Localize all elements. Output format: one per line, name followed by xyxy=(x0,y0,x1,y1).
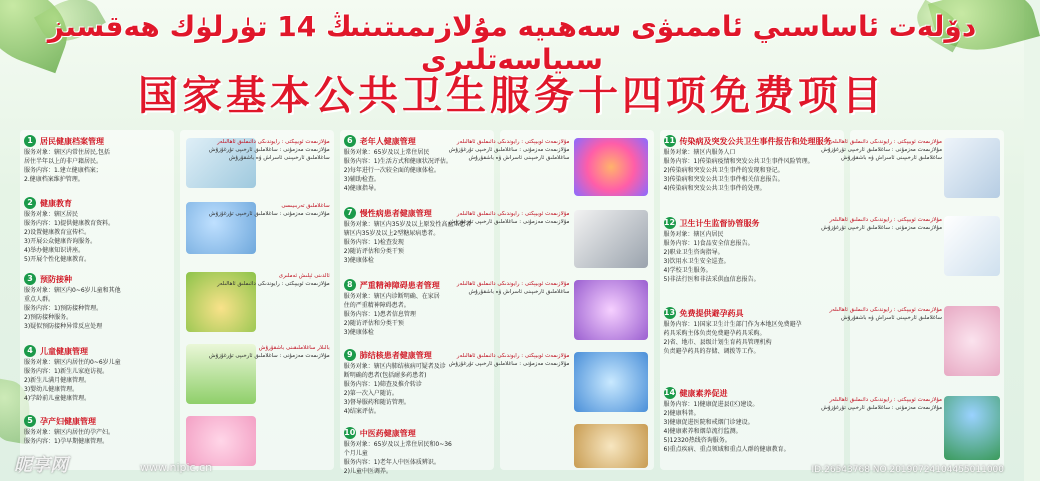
uyghur-note: مۇلازىمەت ئوبيېكتى : رايوندىكى دائىملىق ئاھالىلەر xyxy=(829,397,943,403)
section-10 xyxy=(344,426,490,476)
uyghur-note: مۇلازىمەت ئوبيېكتى : رايوندىكى دائىملىق ئاھالىلەر xyxy=(829,217,943,223)
section-line: 3)婴幼儿健康管理。 xyxy=(24,386,79,393)
section-line: 重点人群。 xyxy=(24,296,55,303)
section-line: 服务对象：辖区内常住居民,包括 xyxy=(24,149,110,156)
uyghur-note: مۇلازىمەت ئوبيېكتى : رايوندىكى دائىملىق ئاھالىلەر xyxy=(217,281,330,287)
section-2 xyxy=(24,196,170,264)
section-line: 服务对象：辖区内肺结核病可疑者及诊 xyxy=(343,363,446,370)
uyghur-notes-5 xyxy=(448,138,570,162)
section-line: 2)健康科普。 xyxy=(663,410,700,417)
uyghur-notes-4 xyxy=(208,344,330,360)
section-line: 2)新生儿满月健康管理。 xyxy=(24,377,91,384)
section-line: 5)非法行医和非法采供血信息报告。 xyxy=(663,276,760,283)
section-title: 中医药健康管理 xyxy=(359,428,416,438)
section-number: 6 xyxy=(344,135,356,147)
section-line: 3)健康促进医院和戒烟门诊建设。 xyxy=(663,419,754,426)
section-line: 负责避孕药具的存储、调拨等工作。 xyxy=(663,348,760,355)
uyghur-note: بالىلار ساغلاملىقىنى باشقۇرۇش xyxy=(258,345,330,351)
section-title: 健康教育 xyxy=(40,198,72,208)
section-line: 服务对象：辖区内服务人口 xyxy=(663,149,736,156)
section-line: 药具采购主体负责免费避孕药具采购。 xyxy=(663,330,766,337)
uyghur-notes-10 xyxy=(821,216,943,232)
content-columns xyxy=(20,130,1004,475)
uyghur-notes-1 xyxy=(208,138,330,162)
section-line: 2.健康档案维护管理。 xyxy=(24,176,84,183)
section-line: 3)开展公众健康咨询服务。 xyxy=(24,238,97,245)
section-number: 7 xyxy=(344,207,356,219)
brain-illustration xyxy=(574,280,648,340)
section-number: 1 xyxy=(24,135,36,147)
uyghur-note: مۇلازىمەت ئوبيېكتى : رايوندىكى دائىملىق ئاھالىلەر xyxy=(829,139,943,145)
uyghur-notes-9 xyxy=(821,138,943,162)
section-line: 2)传染病和突发公共卫生事件的发现和登记。 xyxy=(663,167,784,174)
section-line: 6)重点疾病、重点领域和重点人群的健康教育。 xyxy=(663,446,790,453)
uyghur-notes-7 xyxy=(456,280,570,296)
section-number: 3 xyxy=(24,273,36,285)
section-line: 2)预防接种服务。 xyxy=(24,314,73,321)
section-title: 居民健康档案管理 xyxy=(40,136,104,146)
section-line: 3)饮用水卫生安全巡查。 xyxy=(663,258,730,265)
uyghur-notes-3 xyxy=(217,272,330,288)
section-line: 3)辅助检查。 xyxy=(343,176,380,183)
section-line: 4)学校卫生服务。 xyxy=(663,267,712,274)
section-line: 服务内容：1)传染病疫情和突发公共卫生事件风险管理。 xyxy=(663,158,814,165)
section-line: 服务对象：65岁及以上常住居民 xyxy=(343,149,430,156)
family-umbrella-illustration xyxy=(944,396,1000,460)
uyghur-note: مۇلازىمەت مەزمۇنى : ساغلاملىق ئارخىپى تۇرغۇزۇش xyxy=(821,147,943,153)
uyghur-note: مۇلازىمەت مەزمۇنى : ساغلاملىق ئارخىپى تۇرغۇزۇش xyxy=(448,219,570,225)
section-line: 3)健康体检 xyxy=(343,257,374,264)
section-line: 服务内容：1)食品安全信息报告。 xyxy=(663,240,754,247)
section-line: 4)学龄前儿童健康管理。 xyxy=(24,395,91,402)
uyghur-note: مۇلازىمەت ئوبيېكتى : رايوندىكى دائىملىق ئاھالىلەر xyxy=(456,281,570,287)
column-5 xyxy=(660,130,845,470)
column-6 xyxy=(821,130,1004,470)
section-line: 服务内容：1.建立健康档案； xyxy=(24,167,102,174)
uyghur-note: مۇلازىمەت مەزمۇنى : ساغلاملىق ئارخىپى تۇرغۇزۇش xyxy=(821,225,943,231)
uyghur-notes-8 xyxy=(448,352,570,368)
section-line: 服务内容：1)新生儿家庭访视。 xyxy=(24,368,109,375)
title-uyghur: دۆلەت ئاساسىي ئاممىۋى سەھىيە مۇلازىمىتىنىڭ 14 تۈرلۈك ھەقسىز سىياسەتلىرى xyxy=(47,10,977,76)
column-1 xyxy=(20,130,174,470)
section-line: 2)职业卫生咨询指导。 xyxy=(663,249,724,256)
section-line: 服务内容：1)检查发现 xyxy=(343,239,404,246)
uyghur-notes-11 xyxy=(829,306,943,322)
uyghur-note: مۇلازىمەت ئوبيېكتى : رايوندىكى دائىملىق ئاھالىلەر xyxy=(217,139,330,145)
section-line: 2)儿童中医调养。 xyxy=(343,468,392,475)
uyghur-note: ساغلاملىق ئارخىپىنى ئاسراش ۋە باشقۇرۇش xyxy=(468,155,570,161)
section-12 xyxy=(664,216,841,284)
section-line: 4)健康指导。 xyxy=(343,185,380,192)
uyghur-note: مۇلازىمەت مەزمۇنى : ساغلاملىق ئارخىپى تۇرغۇزۇش xyxy=(208,147,330,153)
uyghur-note: ئالدىنى ئېلىش ئەملىرى xyxy=(278,273,330,279)
section-title: 慢性病患者健康管理 xyxy=(359,208,432,218)
uyghur-note: مۇلازىمەت مەزمۇنى : ساغلاملىق ئارخىپى تۇرغۇزۇش xyxy=(821,405,943,411)
pregnant-woman-illustration xyxy=(186,416,256,466)
section-line: 服务对象：辖区内居民 xyxy=(663,231,724,238)
watermark-brand: 昵享网 xyxy=(14,455,68,476)
section-line: 2)省、地市、县级计划生育药具管理机构 xyxy=(663,339,772,346)
blood-pressure-monitor xyxy=(574,210,648,268)
section-4 xyxy=(24,344,170,403)
section-line: 5)开展个性化健康教育。 xyxy=(24,256,91,263)
section-line: 2)随访评估和分类干预 xyxy=(343,320,404,327)
section-title: 卫生计生监督协管服务 xyxy=(679,218,760,228)
section-number: 4 xyxy=(24,345,36,357)
watermark-url: www.nipic.cn xyxy=(140,461,213,474)
section-line: 服务对象：辖区居民 xyxy=(24,211,79,218)
column-3 xyxy=(340,130,494,475)
section-number: 5 xyxy=(24,415,36,427)
uyghur-note: ساغلاملىق ئارخىپىنى ئاسراش ۋە باشقۇرۇش xyxy=(468,289,570,295)
section-title: 严重精神障碍患者管理 xyxy=(359,280,440,290)
section-line: 5)12320热线咨询服务。 xyxy=(663,437,731,444)
uyghur-notes-12 xyxy=(821,396,943,412)
section-line: 住的严重精神障碍患者。 xyxy=(343,302,410,309)
section-line: 2)设置健康教育宣传栏。 xyxy=(24,229,91,236)
uyghur-note: مۇلازىمەت ئوبيېكتى : رايوندىكى دائىملىق ئاھالىلەر xyxy=(456,353,570,359)
section-line: 3)疑似预防接种异常反应处理 xyxy=(24,323,103,330)
section-line: 服务内容：1)提供健康教育资料。 xyxy=(24,220,115,227)
section-number: 8 xyxy=(344,279,356,291)
section-11 xyxy=(664,134,841,193)
section-line: 服务对象：辖区内居住的孕产妇。 xyxy=(24,429,115,436)
section-line: 2)随访评估和分类干预 xyxy=(343,248,404,255)
section-line: 4)健康素养和烟草流行监测。 xyxy=(663,428,742,435)
section-title: 预防接种 xyxy=(40,274,72,284)
uyghur-note: مۇلازىمەت ئوبيېكتى : رايوندىكى دائىملىق ئاھالىلەر xyxy=(456,139,570,145)
section-line: 服务对象：辖区内0~6岁儿童和其他 xyxy=(24,287,121,294)
section-line: 2)每年进行一次较全面的健康体检。 xyxy=(343,167,440,174)
section-line: 断明确的患者(包括耐多药患者) xyxy=(343,372,427,379)
section-line: 个月儿童 xyxy=(343,450,368,457)
section-line: 服务内容：1)老年人中医体质辨识。 xyxy=(343,459,440,466)
section-number: 9 xyxy=(344,349,356,361)
contraceptive-illustration xyxy=(944,306,1000,376)
taichi-illustration xyxy=(574,138,648,196)
section-line: 服务内容：1)生活方式和健康状况评估。 xyxy=(343,158,452,165)
section-line: 服务内容：1)筛查及推介转诊 xyxy=(343,381,422,388)
doctor-illustration xyxy=(944,216,1000,276)
section-14 xyxy=(664,386,841,454)
section-number: 12 xyxy=(663,218,676,227)
uyghur-note: مۇلازىمەت مەزمۇنى : ساغلاملىق ئارخىپى تۇرغۇزۇش xyxy=(208,211,330,217)
section-line: 服务内容：1)患者信息管理 xyxy=(343,311,416,318)
section-title: 儿童健康管理 xyxy=(40,346,88,356)
section-title: 健康素养促进 xyxy=(679,388,728,398)
uyghur-note: ساغلاملىق تەربىيىسى xyxy=(281,203,330,209)
uyghur-note: ساغلاملىق ئارخىپىنى ئاسراش ۋە باشقۇرۇش xyxy=(840,315,943,321)
uyghur-notes-2 xyxy=(208,202,330,218)
uyghur-note: مۇلازىمەت مەزمۇنى : ساغلاملىق ئارخىپى تۇرغۇزۇش xyxy=(448,147,570,153)
section-line: 辖区内35岁及以上2型糖尿病患者。 xyxy=(343,230,440,237)
uyghur-note: مۇلازىمەت مەزمۇنى : ساغلاملىق ئارخىپى تۇرغۇزۇش xyxy=(448,361,570,367)
section-line: 服务内容：1)孕早期健康管理。 xyxy=(24,438,109,445)
uyghur-note: مۇلازىمەت ئوبيېكتى : رايوندىكى دائىملىق ئاھالىلەر xyxy=(829,307,943,313)
section-line: 居住半年以上的非户籍居民。 xyxy=(24,158,103,165)
uyghur-note: ساغلاملىق ئارخىپىنى ئاسراش ۋە باشقۇرۇش xyxy=(228,155,330,161)
section-title: 肺结核患者健康管理 xyxy=(359,350,432,360)
section-title: 孕产妇健康管理 xyxy=(40,416,96,426)
section-number: 10 xyxy=(344,428,356,437)
tablet-hand-photo xyxy=(944,138,1000,198)
section-line: 4)传染病和突发公共卫生事件的处理。 xyxy=(663,185,766,192)
section-title: 老年人健康管理 xyxy=(359,136,416,146)
column-4 xyxy=(448,130,654,470)
uyghur-note: مۇلازىمەت مەزمۇنى : ساغلاملىق ئارخىپى تۇرغۇزۇش xyxy=(208,353,330,359)
uyghur-note: ساغلاملىق ئارخىپىنى ئاسراش ۋە باشقۇرۇش xyxy=(840,155,943,161)
section-title: 传染病及突发公共卫生事件报告和处理服务 xyxy=(679,136,832,146)
section-line: 3)传染病和突发公共卫生事件相关信息报告。 xyxy=(663,176,784,183)
section-line: 3)健康体检 xyxy=(343,329,374,336)
section-line: 服务对象：辖区内诊断明确、在家居 xyxy=(343,293,440,300)
section-number: 11 xyxy=(663,136,676,145)
title-chinese: 国家基本公共卫生服务十四项免费项目 xyxy=(138,73,886,119)
section-number: 2 xyxy=(24,197,36,209)
section-number: 14 xyxy=(663,388,676,397)
section-line: 服务对象：65岁及以上常住居民和0~36 xyxy=(343,441,452,448)
section-line: 4)结案评估。 xyxy=(343,408,380,415)
section-line: 4)举办健康知识讲座。 xyxy=(24,247,85,254)
lungs-illustration xyxy=(574,352,648,412)
herbal-medicine-photo xyxy=(574,424,648,468)
section-line: 服务内容：1)国家卫生计生部门作为本地区免费避孕 xyxy=(663,321,802,328)
section-title: 免费提供避孕药具 xyxy=(679,308,744,318)
watermark-id: ID:26543768 NO:20190724104455011000 xyxy=(811,465,1004,475)
uyghur-note: مۇلازىمەت ئوبيېكتى : رايوندىكى دائىملىق ئاھالىلەر xyxy=(456,211,570,217)
section-number: 13 xyxy=(663,308,676,317)
section-line: 服务对象：辖区内居住的0~6岁儿童 xyxy=(24,359,121,366)
section-line: 服务对象：辖区内35岁及以上原发性高血压患者 xyxy=(343,221,472,228)
section-line: 服务内容：1)预防接种管理。 xyxy=(24,305,103,312)
section-5 xyxy=(24,414,170,446)
section-13 xyxy=(664,306,841,356)
section-1 xyxy=(24,134,170,184)
section-3 xyxy=(24,272,170,331)
column-2 xyxy=(180,130,334,470)
uyghur-notes-6 xyxy=(448,210,570,226)
section-line: 2)第一次入户随访。 xyxy=(343,390,398,397)
section-line: 3)督导服药和随访管理。 xyxy=(343,399,410,406)
section-line: 服务内容：1)健康促进县(区)建设。 xyxy=(663,401,759,408)
